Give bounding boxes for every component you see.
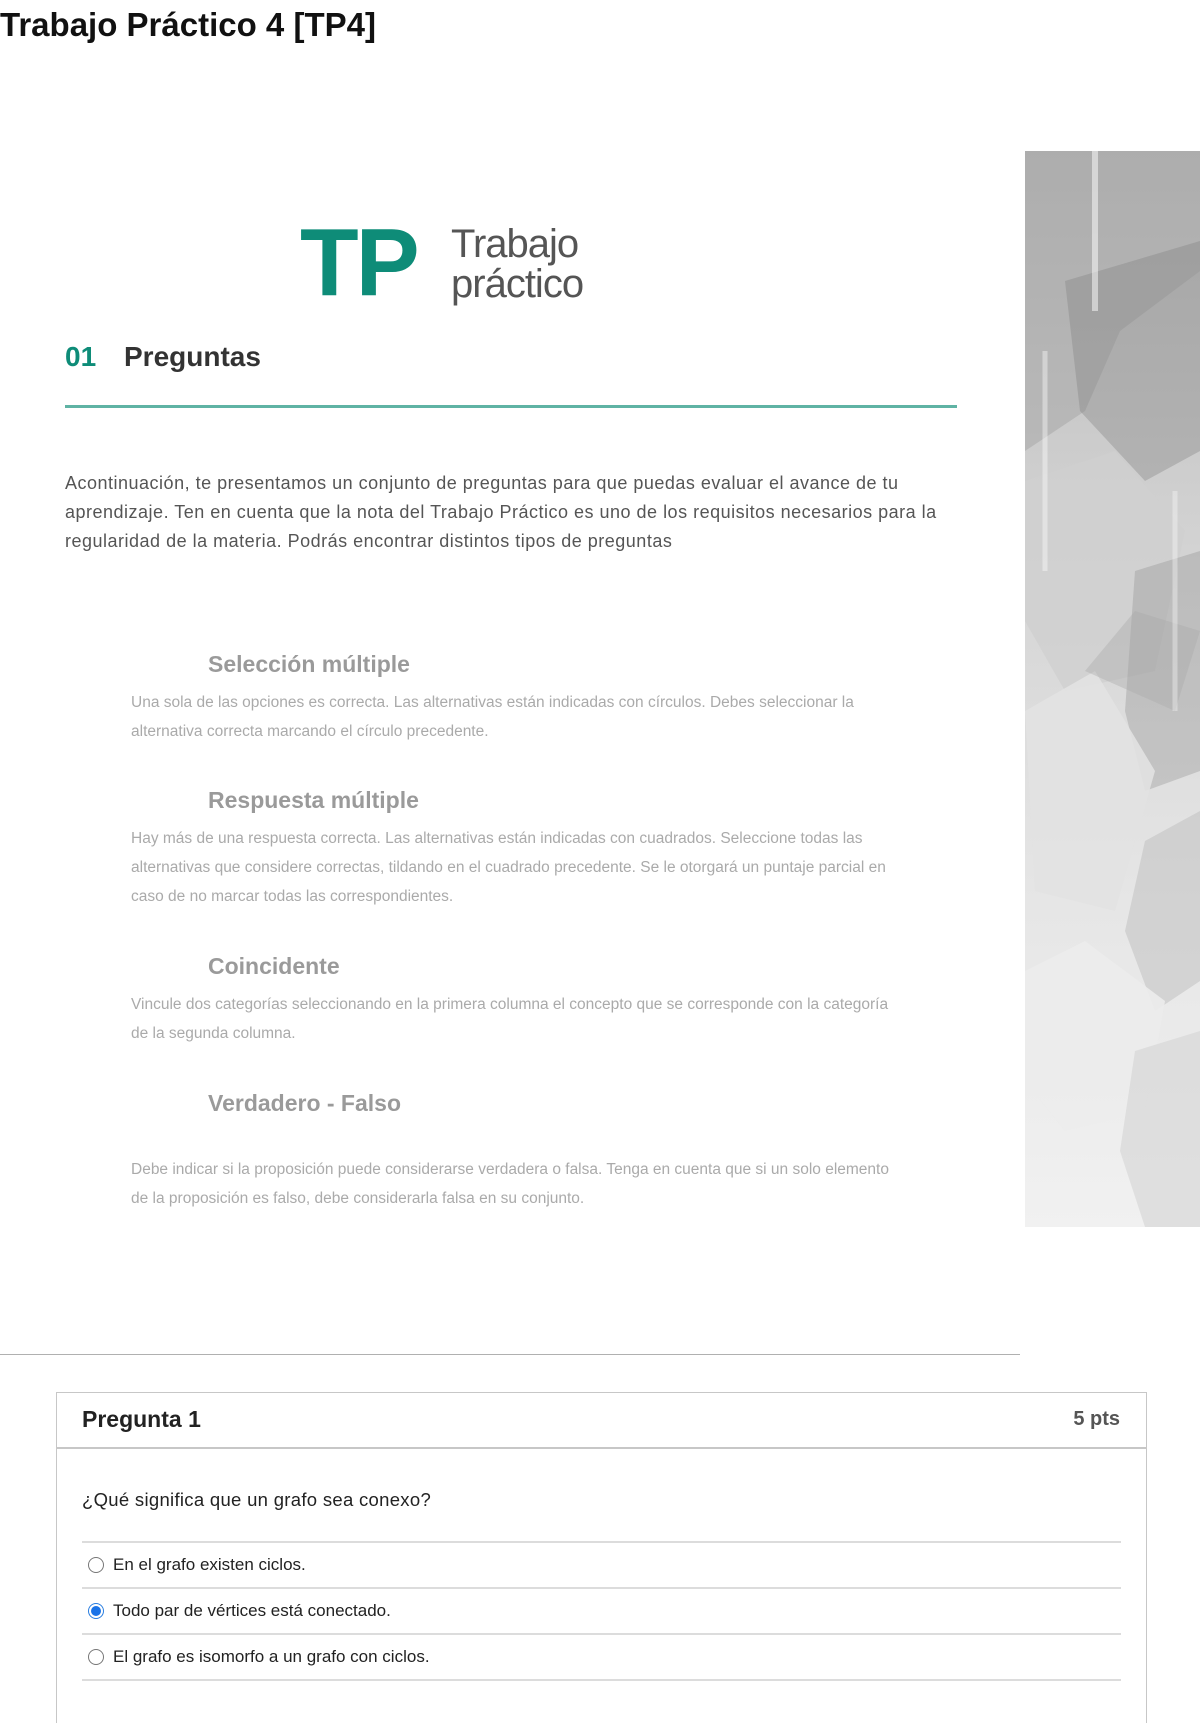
- qtype-description: Hay más de una respuesta correcta. Las alternativas están indicadas con cuadrados. Seleccione todas las alternativas que considere correctas, tildando en el cuadrado precedente. Se le otorgará un puntaje parcial en caso de no marcar todas las correspondientes.: [131, 830, 886, 905]
- qtype-description: Una sola de las opciones es correcta. Las alternativas están indicadas con círculos. Debes seleccionar la alternativa correcta marcando el círculo precedente.: [131, 694, 854, 740]
- question-text: ¿Qué significa que un grafo sea conexo?: [82, 1489, 432, 1510]
- logo-mark: TP: [300, 209, 417, 316]
- answer-label[interactable]: Todo par de vértices está conectado.: [113, 1601, 391, 1620]
- radio-button[interactable]: [88, 1557, 104, 1573]
- question-title: Pregunta 1: [82, 1406, 201, 1432]
- answer-option[interactable]: [82, 1587, 1121, 1635]
- logo-word-line1: Trabajo: [451, 222, 579, 266]
- horizontal-divider: [0, 1354, 1020, 1355]
- intro-text: Acontinuación, te presentamos un conjunto de preguntas para que puedas evaluar el avance de tu aprendizaje. Ten en cuenta que la nota del Trabajo Práctico es uno de los requisitos necesarios para la regularidad de la materia. Podrás encontrar distintos tipos de preguntas: [65, 473, 937, 551]
- qtype-description: Debe indicar si la proposición puede considerarse verdadera o falsa. Tenga en cuenta que si un solo elemento de la proposición es falso, debe considerarla falsa en su conjunto.: [131, 1161, 889, 1207]
- qtype-title: Selección múltiple: [208, 651, 410, 677]
- logo-word-line2: práctico: [451, 262, 584, 306]
- question-card: [56, 1392, 1147, 1723]
- answer-label[interactable]: En el grafo existen ciclos.: [113, 1555, 306, 1574]
- qtype-description: Vincule dos categorías seleccionando en la primera columna el concepto que se corresponde con la categoría de la segunda columna.: [131, 996, 889, 1042]
- tp-banner: [0, 151, 1200, 1227]
- qtype-title: Verdadero - Falso: [208, 1090, 402, 1116]
- qtype-title: Respuesta múltiple: [208, 787, 419, 813]
- page-title: Trabajo Práctico 4 [TP4]: [0, 6, 376, 43]
- section-number: 01: [65, 341, 97, 372]
- section-divider: [65, 405, 957, 408]
- question-points: 5 pts: [1073, 1408, 1120, 1430]
- answer-list-end-divider: [82, 1679, 1121, 1681]
- radio-button[interactable]: [88, 1649, 104, 1665]
- answer-option[interactable]: [82, 1633, 1121, 1681]
- answer-label[interactable]: El grafo es isomorfo a un grafo con ciclos.: [113, 1647, 430, 1666]
- qtype-title: Coincidente: [208, 953, 340, 979]
- section-title: Preguntas: [124, 341, 261, 372]
- radio-button-selected[interactable]: [88, 1603, 104, 1619]
- decorative-architecture-image: [1025, 151, 1200, 1227]
- architecture-pattern-icon: [1025, 151, 1200, 1227]
- question-header: [57, 1393, 1146, 1449]
- answer-option[interactable]: [82, 1541, 1121, 1589]
